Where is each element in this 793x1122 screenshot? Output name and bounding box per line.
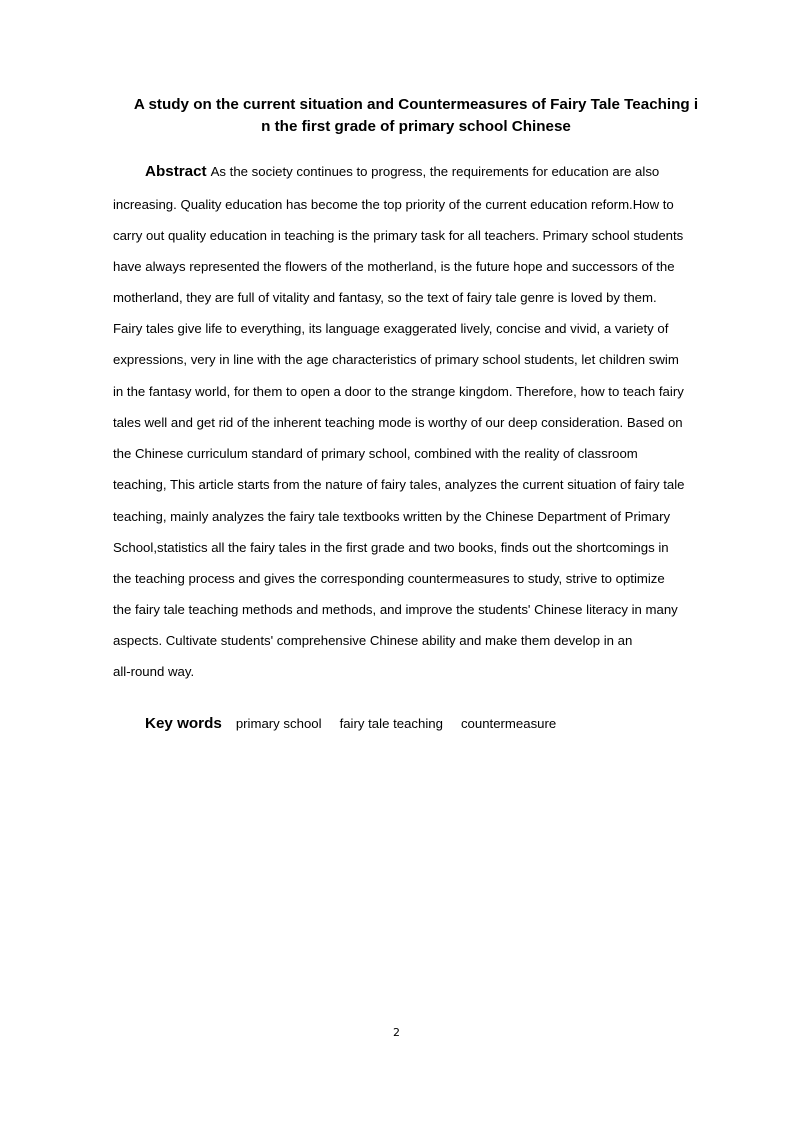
abstract-line: expressions, very in line with the age characteristics of primary school students, let children swim (113, 352, 679, 367)
keywords-section (145, 714, 574, 734)
abstract-line: the fairy tale teaching methods and methods, and improve the students' Chinese literacy in many (113, 602, 678, 617)
abstract-line: the teaching process and gives the corresponding countermeasures to study, strive to optimize (113, 571, 665, 586)
abstract-line: all-round way. (113, 664, 195, 679)
abstract-line: in the fantasy world, for them to open a door to the strange kingdom. Therefore, how to teach fairy (113, 384, 684, 399)
abstract-line: carry out quality education in teaching is the primary task for all teachers. Primary school students (113, 228, 684, 243)
abstract-line (145, 163, 659, 181)
abstract-line: tales well and get rid of the inherent teaching mode is worthy of our deep consideration. Based on (113, 415, 683, 430)
abstract-line: aspects. Cultivate students' comprehensive Chinese ability and make them develop in an (113, 633, 633, 648)
title-line-2: n the first grade of primary school Chinese (261, 118, 571, 135)
abstract-line: increasing. Quality education has become the top priority of the current education reform.How to (113, 197, 674, 212)
keyword-item: primary school (235, 716, 322, 731)
keyword-item: fairy tale teaching (339, 716, 443, 731)
abstract-line: the Chinese curriculum standard of primary school, combined with the reality of classroom (113, 446, 638, 461)
keyword-item: countermeasure (460, 716, 557, 731)
abstract-line: teaching, mainly analyzes the fairy tale textbooks written by the Chinese Department of Primary (113, 509, 671, 524)
abstract-line: have always represented the flowers of the motherland, is the future hope and successors of the (113, 259, 675, 274)
paper-title (110, 94, 722, 138)
abstract-line: teaching, This article starts from the nature of fairy tales, analyzes the current situation of fairy tale (113, 477, 685, 492)
page-number: 2 (393, 1026, 400, 1039)
title-line-1: A study on the current situation and Countermeasures of Fairy Tale Teaching i (133, 96, 699, 113)
abstract-line: School,statistics all the fairy tales in the first grade and two books, finds out the shortcomings in (113, 540, 669, 555)
abstract-text: As the society continues to progress, the requirements for education are also (210, 164, 660, 179)
abstract-label: Abstract (145, 163, 207, 180)
abstract-line: Fairy tales give life to everything, its language exaggerated lively, concise and vivid, a variety of (113, 321, 669, 336)
keywords-label: Key words (145, 715, 222, 732)
abstract-line: motherland, they are full of vitality and fantasy, so the text of fairy tale genre is loved by them. (113, 290, 657, 305)
